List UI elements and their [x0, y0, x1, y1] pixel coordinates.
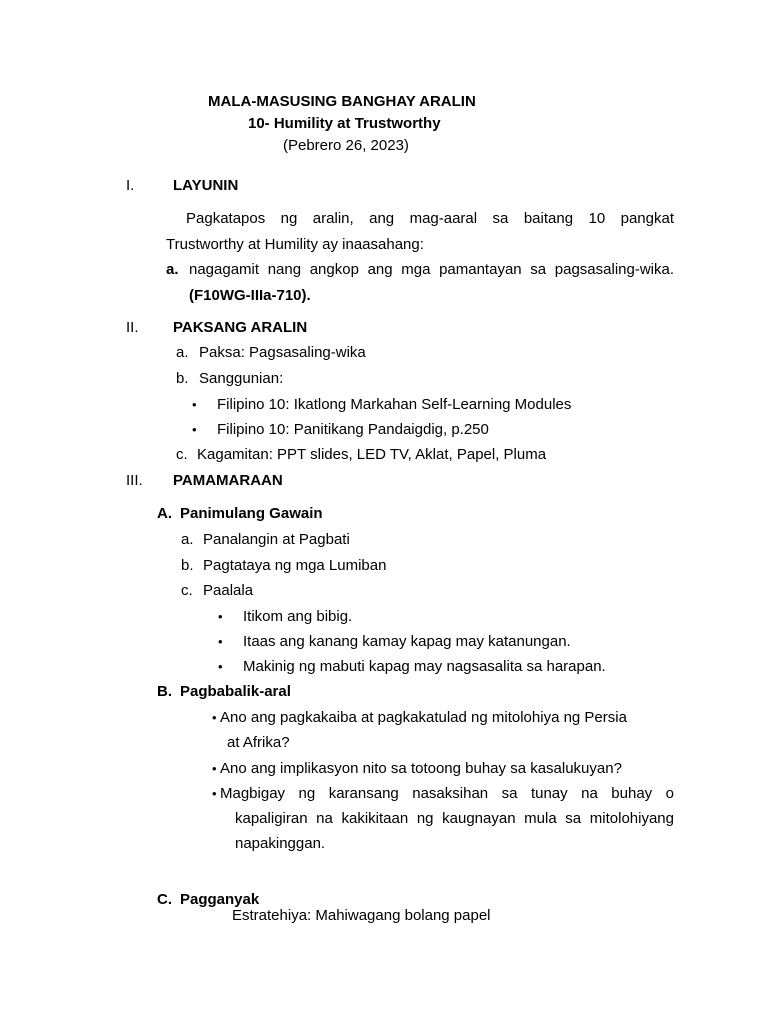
section2-ref2: Filipino 10: Panitikang Pandaigdig, p.250 — [217, 421, 489, 438]
reminder-3: Makinig ng mabuti kapag may nagsasalita sa harapan. — [243, 658, 606, 675]
section3-c-title: Pagganyak — [180, 891, 260, 908]
section2-a-text: Paksa: Pagsasaling-wika — [199, 344, 366, 361]
section1-intro-line1: Pagkatapos ng aralin, ang mag-aaral sa baitang 10 pangkat — [186, 210, 674, 227]
section3-a-letter: A. — [157, 505, 172, 522]
section1-item-a-code: (F10WG-IIIa-710). — [189, 287, 311, 304]
section3-a-title: Panimulang Gawain — [180, 505, 323, 522]
section1-intro-line2: Trustworthy at Humility ay inaasahang: — [166, 236, 424, 253]
bullet-icon: • — [192, 397, 197, 412]
section2-ref1: Filipino 10: Ikatlong Markahan Self-Learning Modules — [217, 396, 572, 413]
section3-a-item-c-letter: c. — [181, 582, 193, 599]
document-date: (Pebrero 26, 2023) — [283, 137, 409, 154]
motivation-strategy: Estratehiya: Mahiwagang bolang papel — [232, 907, 491, 924]
review-question-2: Ano ang implikasyon nito sa totoong buhay sa kasalukuyan? — [220, 760, 622, 777]
section3-numeral: III. — [126, 472, 143, 489]
bullet-icon: • — [212, 786, 217, 801]
reminder-1: Itikom ang bibig. — [243, 608, 353, 625]
review-question-3-line1: Magbigay ng karansang nasaksihan sa tunay na buhay o — [220, 785, 674, 802]
bullet-icon: • — [218, 659, 223, 674]
section3-a-item-b-letter: b. — [181, 557, 194, 574]
section3-a-item-a-text: Panalangin at Pagbati — [203, 531, 350, 548]
document-subtitle: 10- Humility at Trustworthy — [248, 115, 441, 132]
section2-b-text: Sanggunian: — [199, 370, 284, 387]
section2-heading: PAKSANG ARALIN — [173, 319, 308, 336]
section3-a-item-a-letter: a. — [181, 531, 194, 548]
review-question-1-line2: at Afrika? — [227, 734, 290, 751]
bullet-icon: • — [192, 422, 197, 437]
reminder-2: Itaas ang kanang kamay kapag may katanungan. — [243, 633, 571, 650]
document-title: MALA-MASUSING BANGHAY ARALIN — [208, 93, 476, 110]
section1-item-a-text: nagagamit nang angkop ang mga pamantayan sa pagsasaling-wika. — [189, 261, 674, 278]
section2-numeral: II. — [126, 319, 139, 336]
bullet-icon: • — [218, 634, 223, 649]
section3-heading: PAMAMARAAN — [173, 472, 283, 489]
section1-numeral: I. — [126, 177, 135, 194]
section2-b-letter: b. — [176, 370, 189, 387]
section3-a-item-b-text: Pagtataya ng mga Lumiban — [203, 557, 387, 574]
section2-c-letter: c. — [176, 446, 188, 463]
section3-c-letter: C. — [157, 891, 172, 908]
bullet-icon: • — [212, 710, 217, 725]
section3-b-letter: B. — [157, 683, 172, 700]
section1-heading: LAYUNIN — [173, 177, 239, 194]
section2-c-text: Kagamitan: PPT slides, LED TV, Aklat, Papel, Pluma — [197, 446, 547, 463]
bullet-icon: • — [218, 609, 223, 624]
review-question-3-line2: kapaligiran na kakikitaan ng kaugnayan mula sa mitolohiyang — [235, 810, 674, 827]
bullet-icon: • — [212, 761, 217, 776]
section1-item-a-letter: a. — [166, 261, 179, 278]
review-question-3-line3: napakinggan. — [235, 835, 326, 852]
section3-a-item-c-text: Paalala — [203, 582, 254, 599]
section2-a-letter: a. — [176, 344, 189, 361]
review-question-1-line1: Ano ang pagkakaiba at pagkakatulad ng mitolohiya ng Persia — [220, 709, 627, 726]
section3-b-title: Pagbabalik-aral — [180, 683, 291, 700]
